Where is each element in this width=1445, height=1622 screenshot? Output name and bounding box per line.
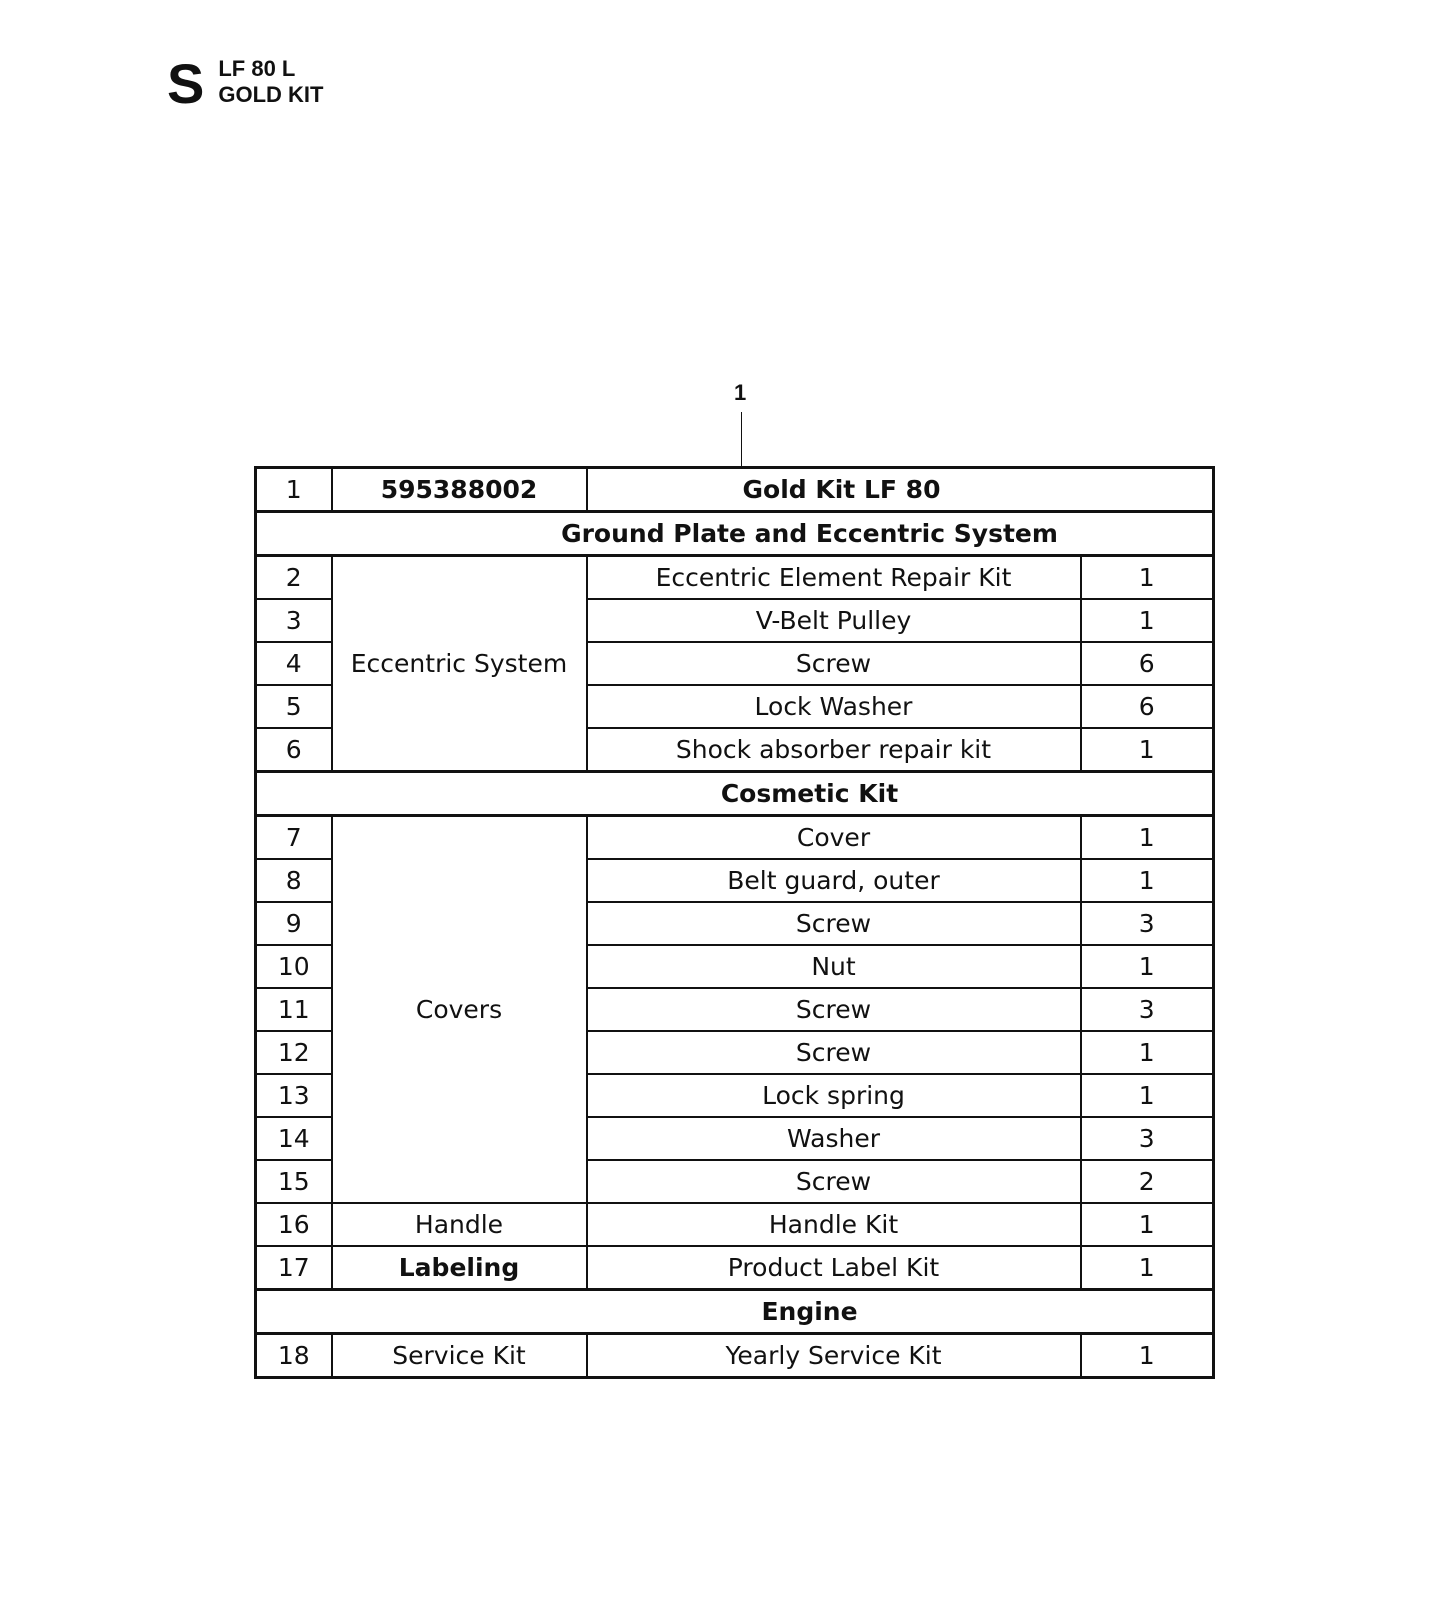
item-quantity: 2 [1081,1160,1214,1203]
item-number: 4 [256,642,332,685]
item-number: 3 [256,599,332,642]
item-description: V-Belt Pulley [587,599,1081,642]
item-number: 5 [256,685,332,728]
item-description: Shock absorber repair kit [587,728,1081,772]
item-description: Lock spring [587,1074,1081,1117]
item-description: Screw [587,902,1081,945]
page-header [167,52,324,115]
section-ground-plate: Ground Plate and Eccentric System [256,512,1214,556]
item-description: Screw [587,988,1081,1031]
item-description: Nut [587,945,1081,988]
kit-name: Gold Kit LF 80 [587,468,1214,512]
section-row [256,1290,1214,1334]
item-number: 12 [256,1031,332,1074]
item-quantity: 1 [1081,945,1214,988]
item-number: 6 [256,728,332,772]
item-description: Belt guard, outer [587,859,1081,902]
header-titles [218,56,323,108]
item-quantity: 1 [1081,1031,1214,1074]
table-row [256,1203,1214,1246]
item-number: 13 [256,1074,332,1117]
table-row [256,468,1214,512]
item-number: 15 [256,1160,332,1203]
item-quantity: 6 [1081,685,1214,728]
item-description: Screw [587,1031,1081,1074]
group-handle: Handle [332,1203,587,1246]
table-row [256,556,1214,600]
item-number: 8 [256,859,332,902]
item-quantity: 1 [1081,816,1214,860]
group-labeling: Labeling [332,1246,587,1290]
section-row [256,772,1214,816]
section-letter: S [167,52,205,115]
table-row [256,1334,1214,1378]
group-covers: Covers [332,816,587,1204]
item-description: Lock Washer [587,685,1081,728]
item-number: 17 [256,1246,332,1290]
item-quantity: 3 [1081,988,1214,1031]
item-quantity: 1 [1081,859,1214,902]
table-row [256,816,1214,860]
item-number: 2 [256,556,332,600]
item-number: 10 [256,945,332,988]
callout-label: 1 [734,380,747,405]
item-description: Handle Kit [587,1203,1081,1246]
item-description: Cover [587,816,1081,860]
group-service-kit: Service Kit [332,1334,587,1378]
item-number: 11 [256,988,332,1031]
callout-leader-line [741,412,742,467]
item-quantity: 1 [1081,1074,1214,1117]
item-number: 18 [256,1334,332,1378]
item-description: Screw [587,642,1081,685]
section-cosmetic-kit: Cosmetic Kit [256,772,1214,816]
item-quantity: 1 [1081,556,1214,600]
item-number: 7 [256,816,332,860]
item-description: Yearly Service Kit [587,1334,1081,1378]
item-quantity: 3 [1081,1117,1214,1160]
item-description: Washer [587,1117,1081,1160]
item-number: 9 [256,902,332,945]
item-quantity: 6 [1081,642,1214,685]
table-row [256,1246,1214,1290]
page-title: GOLD KIT [218,82,324,107]
item-quantity: 1 [1081,1334,1214,1378]
section-engine: Engine [256,1290,1214,1334]
model-name: LF 80 L [218,56,296,81]
item-quantity: 1 [1081,1246,1214,1290]
kit-number: 1 [256,468,332,512]
item-quantity: 3 [1081,902,1214,945]
item-description: Screw [587,1160,1081,1203]
item-quantity: 1 [1081,1203,1214,1246]
item-description: Eccentric Element Repair Kit [587,556,1081,600]
item-number: 14 [256,1117,332,1160]
item-quantity: 1 [1081,728,1214,772]
item-quantity: 1 [1081,599,1214,642]
group-eccentric-system: Eccentric System [332,556,587,772]
item-description: Product Label Kit [587,1246,1081,1290]
kit-part-number: 595388002 [332,468,587,512]
section-row [256,512,1214,556]
parts-table [254,466,1215,1379]
item-number: 16 [256,1203,332,1246]
